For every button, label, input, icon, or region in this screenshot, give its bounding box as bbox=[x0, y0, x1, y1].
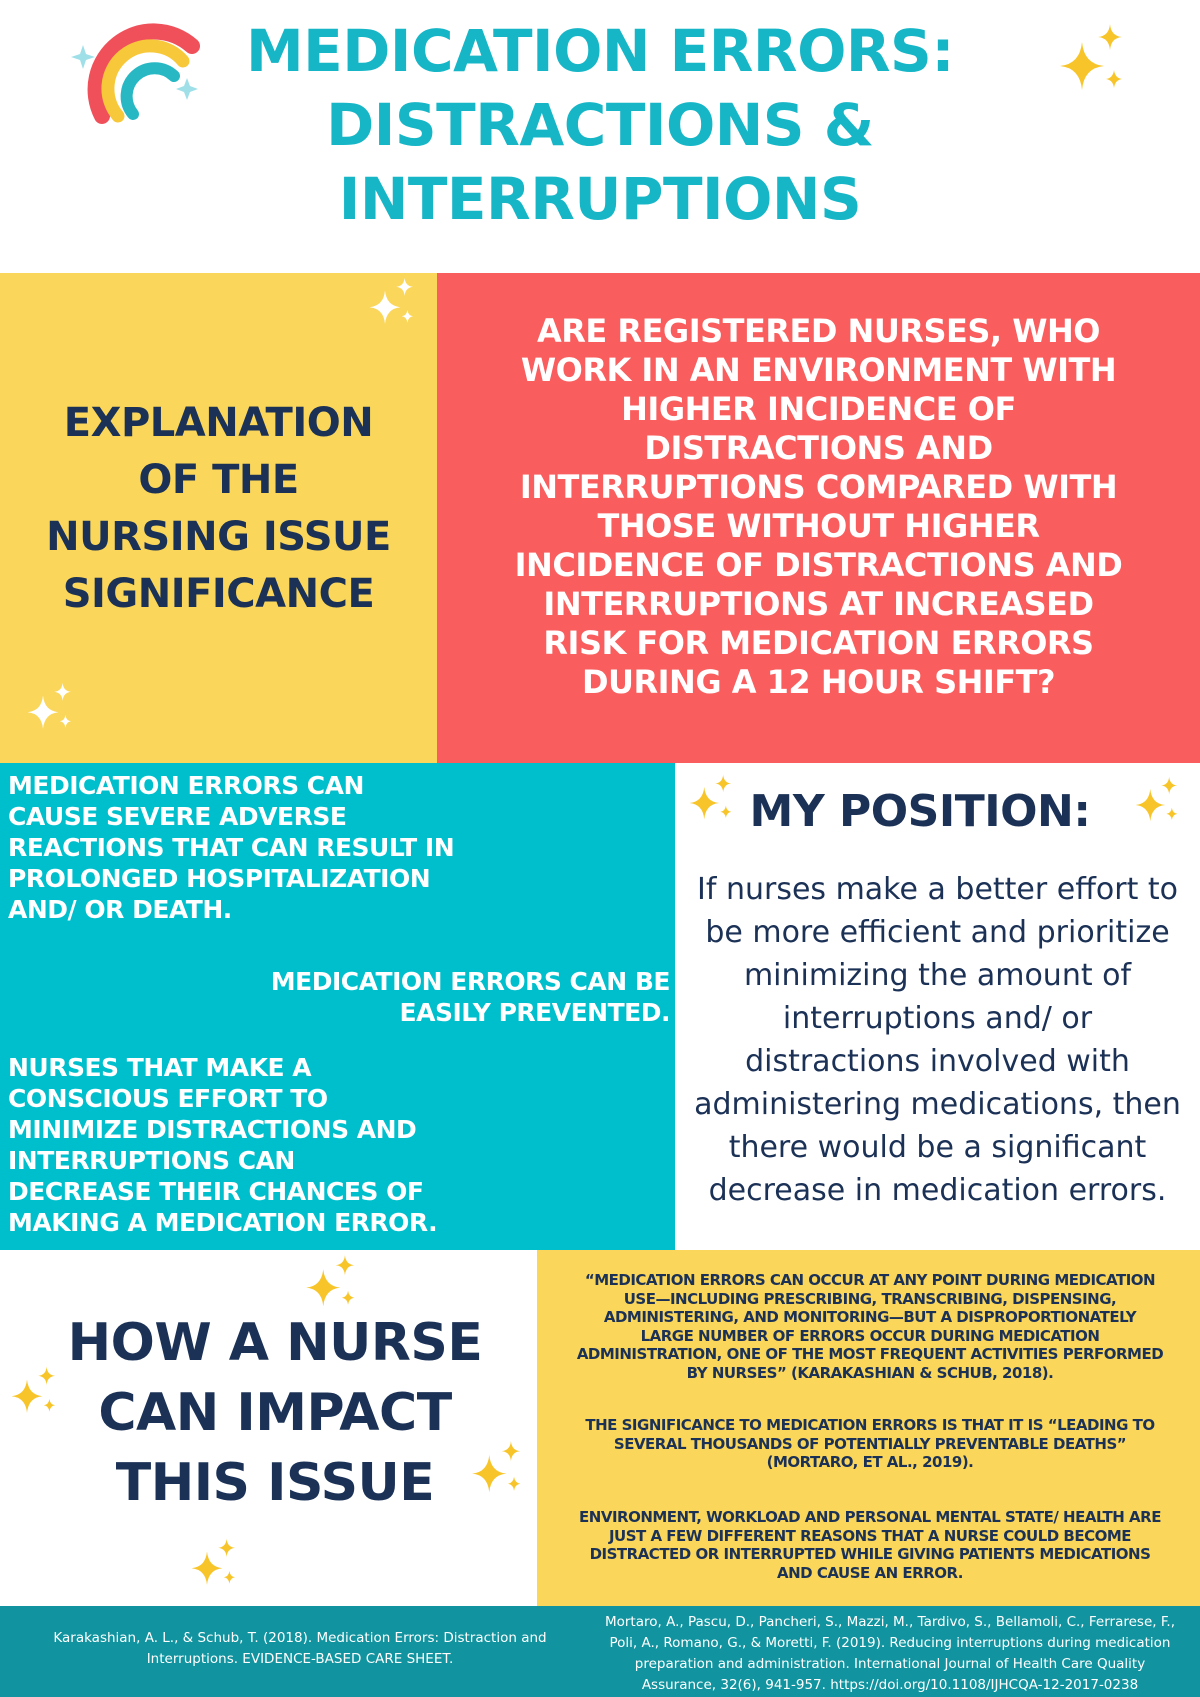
sparkle-icon bbox=[1052, 20, 1132, 100]
reference-line: preparation and administration. International Journal of Health Care Quality bbox=[634, 1656, 1146, 1672]
key-point-adverse-reactions bbox=[8, 770, 608, 925]
quote-line: AND CAUSE AN ERROR. bbox=[777, 1563, 963, 1582]
quote-line: JUST A FEW DIFFERENT REASONS THAT A NURSE COULD BECOME bbox=[608, 1526, 1132, 1545]
title-line: DISTRACTIONS & bbox=[326, 91, 874, 159]
point-line: CONSCIOUS EFFORT TO bbox=[8, 1084, 328, 1113]
point-line: PROLONGED HOSPITALIZATION bbox=[8, 864, 431, 893]
title-line: INTERRUPTIONS bbox=[338, 165, 862, 233]
sparkle-icon bbox=[300, 1252, 362, 1314]
heading-line: HOW A NURSE bbox=[67, 1313, 483, 1373]
point-line: MEDICATION ERRORS CAN bbox=[8, 771, 364, 800]
question-line: ARE REGISTERED NURSES, WHO bbox=[537, 312, 1100, 350]
position-statement bbox=[685, 868, 1190, 1212]
question-line: HIGHER INCIDENCE OF bbox=[621, 390, 1016, 428]
point-line: NURSES THAT MAKE A bbox=[8, 1053, 312, 1082]
quote-line: DISTRACTED OR INTERRUPTED WHILE GIVING PATIENTS MEDICATIONS bbox=[589, 1545, 1151, 1563]
heading-line: NURSING ISSUE bbox=[46, 514, 391, 560]
quote-line: “MEDICATION ERRORS CAN OCCUR AT ANY POINT DURING MEDICATION bbox=[584, 1271, 1156, 1289]
point-line: CAUSE SEVERE ADVERSE bbox=[8, 802, 347, 831]
point-line: INTERRUPTIONS CAN bbox=[8, 1146, 295, 1175]
quote-line: LARGE NUMBER OF ERRORS OCCUR DURING MEDICATION bbox=[640, 1326, 1100, 1345]
sparkle-icon bbox=[466, 1438, 528, 1500]
quote-reasons bbox=[540, 1508, 1200, 1582]
sparkle-icon bbox=[364, 275, 420, 331]
title-line: MEDICATION ERRORS: bbox=[245, 17, 955, 85]
question-line: INTERRUPTIONS AT INCREASED bbox=[543, 585, 1094, 623]
heading-line: THIS ISSUE bbox=[115, 1453, 435, 1513]
statement-line: administering medications, then bbox=[694, 1087, 1181, 1122]
quote-mortaro bbox=[540, 1416, 1200, 1472]
sparkle-icon bbox=[684, 772, 738, 826]
question-line: DURING A 12 HOUR SHIFT? bbox=[581, 663, 1056, 701]
point-line: DECREASE THEIR CHANCES OF bbox=[8, 1177, 424, 1206]
reference-mortaro bbox=[595, 1612, 1185, 1696]
quote-line: ADMINISTRATION, ONE OF THE MOST FREQUENT ACTIVITIES PERFORMED bbox=[576, 1345, 1164, 1363]
key-point-conscious-effort bbox=[8, 1052, 608, 1238]
sparkle-icon bbox=[1130, 774, 1184, 828]
statement-line: interruptions and/ or bbox=[782, 1001, 1093, 1036]
question-line: INTERRUPTIONS COMPARED WITH bbox=[519, 468, 1118, 506]
sparkle-icon bbox=[22, 680, 78, 736]
question-line: RISK FOR MEDICATION ERRORS bbox=[543, 624, 1094, 662]
reference-karakashian bbox=[40, 1628, 560, 1670]
statement-line: minimizing the amount of bbox=[743, 958, 1132, 993]
statement-line: decrease in medication errors. bbox=[708, 1173, 1167, 1208]
heading-line: OF THE bbox=[138, 457, 299, 503]
reference-line: Poli, A., Romano, G., & Moretti, F. (2019). Reducing interruptions during medication bbox=[609, 1635, 1171, 1651]
statement-line: there would be a significant bbox=[728, 1130, 1147, 1165]
quote-line: (MORTARO, ET AL., 2019). bbox=[766, 1453, 974, 1471]
explanation-heading bbox=[0, 395, 437, 623]
position-heading: MY POSITION: bbox=[749, 786, 1091, 837]
statement-line: distractions involved with bbox=[745, 1044, 1130, 1079]
reference-line: Interruptions. EVIDENCE-BASED CARE SHEET. bbox=[146, 1651, 454, 1667]
heading-line: SIGNIFICANCE bbox=[62, 571, 375, 617]
point-line: MAKING A MEDICATION ERROR. bbox=[8, 1208, 438, 1237]
reference-line: Mortaro, A., Pascu, D., Pancheri, S., Mazzi, M., Tardivo, S., Bellamoli, C., Ferrarese, F., bbox=[604, 1614, 1176, 1630]
quote-line: ADMINISTERING, AND MONITORING—BUT A DISPROPORTIONATELY bbox=[603, 1308, 1137, 1326]
reference-line: Karakashian, A. L., & Schub, T. (2018). Medication Errors: Distraction and bbox=[53, 1630, 547, 1646]
question-line: THOSE WITHOUT HIGHER bbox=[597, 507, 1040, 545]
point-line: REACTIONS THAT CAN RESULT IN bbox=[8, 833, 455, 862]
key-point-prevention bbox=[160, 966, 670, 1028]
question-line: INCIDENCE OF DISTRACTIONS AND bbox=[514, 546, 1123, 584]
impact-heading bbox=[30, 1308, 520, 1518]
quote-line: SEVERAL THOUSANDS OF POTENTIALLY PREVENTABLE DEATHS” bbox=[613, 1434, 1127, 1453]
quote-line: USE—INCLUDING PRESCRIBING, TRANSCRIBING, DISPENSING, bbox=[623, 1289, 1117, 1308]
point-line: EASILY PREVENTED. bbox=[399, 998, 670, 1027]
page-title bbox=[150, 14, 1050, 236]
quote-line: THE SIGNIFICANCE TO MEDICATION ERRORS IS THAT IT IS “LEADING TO bbox=[585, 1416, 1155, 1434]
point-line: MINIMIZE DISTRACTIONS AND bbox=[8, 1115, 417, 1144]
statement-line: If nurses make a better effort to bbox=[697, 872, 1178, 907]
sparkle-icon bbox=[186, 1536, 242, 1592]
reference-line: Assurance, 32(6), 941-957. https://doi.org/10.1108/IJHCQA-12-2017-0238 bbox=[641, 1677, 1139, 1693]
statement-line: be more efficient and prioritize bbox=[705, 915, 1170, 950]
heading-line: EXPLANATION bbox=[63, 400, 374, 446]
question-line: WORK IN AN ENVIRONMENT WITH bbox=[520, 351, 1117, 389]
point-line: MEDICATION ERRORS CAN BE bbox=[270, 967, 670, 996]
question-line: DISTRACTIONS AND bbox=[644, 429, 993, 467]
point-line: AND/ OR DEATH. bbox=[8, 895, 232, 924]
heading-line: CAN IMPACT bbox=[98, 1383, 452, 1443]
quote-line: ENVIRONMENT, WORKLOAD AND PERSONAL MENTAL STATE/ HEALTH ARE bbox=[579, 1508, 1161, 1526]
sparkle-icon bbox=[6, 1364, 62, 1420]
quote-karakashian bbox=[540, 1271, 1200, 1382]
research-question bbox=[452, 312, 1185, 702]
quote-line: BY NURSES” (KARAKASHIAN & SCHUB, 2018). bbox=[686, 1363, 1054, 1382]
